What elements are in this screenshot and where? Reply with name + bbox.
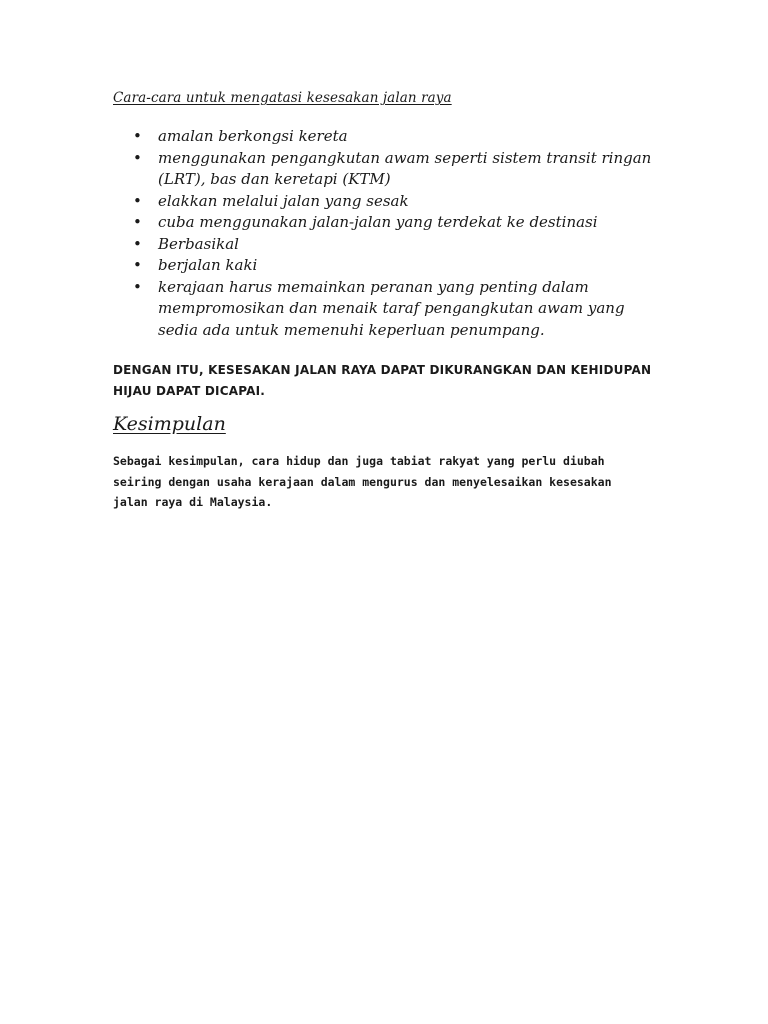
list-item bbox=[133, 148, 653, 191]
solutions-list bbox=[133, 126, 653, 341]
summary-paragraph: Sebagai kesimpulan, cara hidup dan juga tabiat rakyat yang perlu diubah seiring dengan usaha kerajaan dalam mengurus dan menyelesaikan kesesakan jalan raya di Malaysia. bbox=[113, 454, 612, 509]
bullet-icon: • bbox=[133, 148, 142, 167]
closing-statement: DENGAN ITU, KESESAKAN JALAN RAYA DAPAT DIKURANGKAN DAN KEHIDUPAN HIJAU DAPAT DICAPAI. bbox=[113, 363, 652, 398]
list-item-text: Berbasikal bbox=[158, 234, 239, 253]
list-item-text: berjalan kaki bbox=[158, 256, 258, 274]
bullet-icon: • bbox=[133, 234, 142, 253]
bullet-icon: • bbox=[133, 277, 142, 296]
list-item bbox=[133, 212, 653, 234]
list-heading: Cara-cara untuk mengatasi kesesakan jalan raya bbox=[113, 90, 452, 106]
section-title: Kesimpulan bbox=[113, 413, 226, 435]
list-item bbox=[133, 191, 653, 213]
list-item-text: elakkan melalui jalan yang sesak bbox=[158, 191, 409, 210]
list-item-text: amalan berkongsi kereta bbox=[158, 127, 348, 145]
bullet-icon: • bbox=[133, 213, 142, 231]
bullet-icon: • bbox=[133, 191, 142, 210]
list-item bbox=[133, 126, 653, 148]
list-item-text: menggunakan pengangkutan awam seperti sistem transit ringan (LRT), bas dan keretapi (KTM) bbox=[158, 148, 652, 188]
list-item bbox=[133, 277, 653, 342]
bullet-icon: • bbox=[133, 256, 142, 274]
list-item-text: cuba menggunakan jalan-jalan yang terdekat ke destinasi bbox=[158, 213, 598, 231]
list-item bbox=[133, 255, 653, 277]
bullet-icon: • bbox=[133, 127, 142, 145]
list-item bbox=[133, 234, 653, 256]
list-item-text: kerajaan harus memainkan peranan yang penting dalam mempromosikan dan menaik taraf pengangkutan awam yang sedia ada untuk memenuhi keperluan penumpang. bbox=[158, 277, 625, 339]
